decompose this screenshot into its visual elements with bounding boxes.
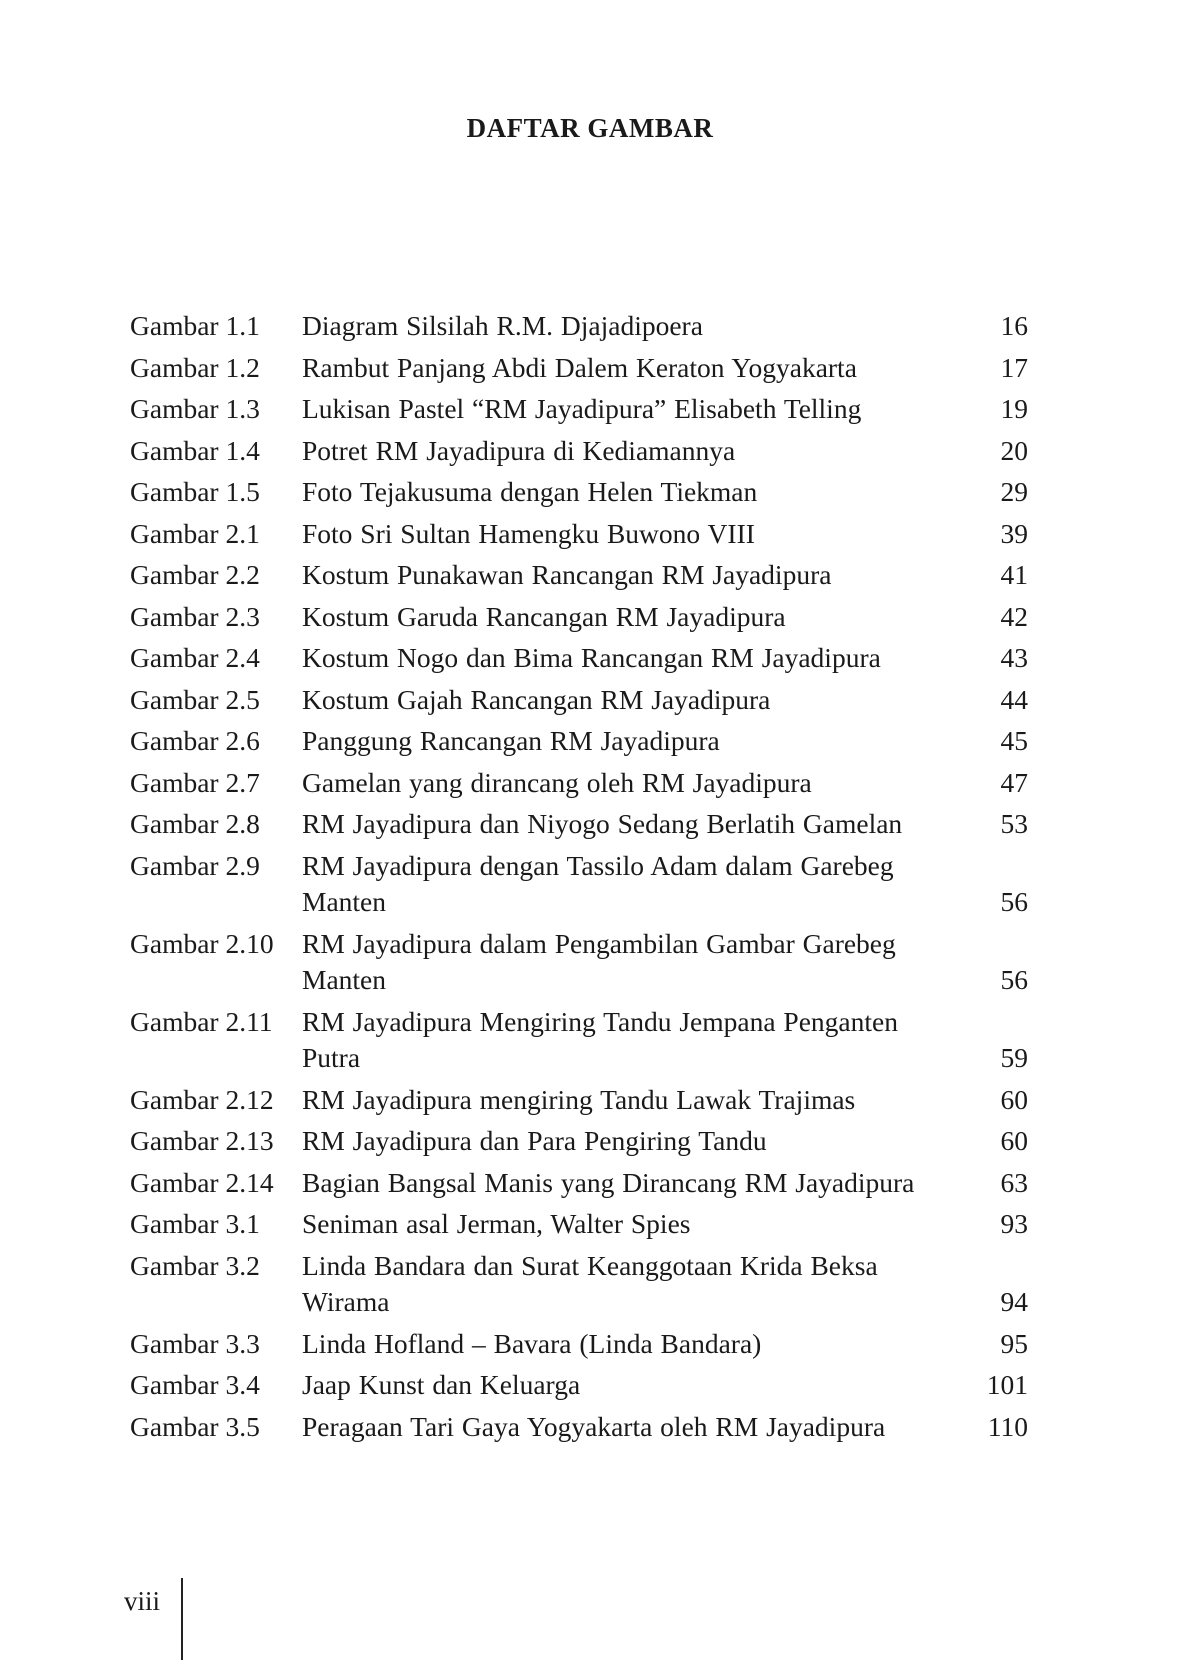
figure-page-number: 19 bbox=[1000, 393, 1028, 424]
list-item bbox=[130, 1082, 1028, 1119]
figure-caption: Diagram Silsilah R.M. Djajadipoera bbox=[302, 310, 703, 341]
figure-caption: Lukisan Pastel “RM Jayadipura” Elisabeth Telling bbox=[302, 393, 862, 424]
figure-caption: RM Jayadipura dalam Pengambilan Gambar Garebeg Manten bbox=[302, 927, 896, 995]
figure-caption: Peragaan Tari Gaya Yogyakarta oleh RM Jayadipura bbox=[302, 1410, 886, 1442]
figure-page-number: 29 bbox=[1000, 476, 1028, 507]
figure-caption: Panggung Rancangan RM Jayadipura bbox=[302, 725, 720, 756]
figure-page-number: 53 bbox=[1000, 808, 1028, 839]
figure-label: Gambar 3.2 bbox=[130, 1249, 260, 1281]
figure-page-number: 110 bbox=[987, 1410, 1028, 1442]
figure-page-number: 44 bbox=[1000, 683, 1028, 715]
figure-caption: Gamelan yang dirancang oleh RM Jayadipura bbox=[302, 766, 812, 798]
figure-page-number: 45 bbox=[1000, 725, 1028, 756]
list-item bbox=[130, 723, 1028, 760]
figure-label: Gambar 3.3 bbox=[130, 1327, 260, 1359]
footer-divider bbox=[181, 1578, 183, 1660]
figure-page-number: 60 bbox=[1000, 1125, 1028, 1156]
list-item bbox=[130, 1248, 1028, 1321]
figure-page-number: 59 bbox=[1000, 1042, 1028, 1073]
figure-page-number: 47 bbox=[1000, 766, 1028, 798]
figure-label: Gambar 2.1 bbox=[130, 517, 260, 549]
list-item bbox=[130, 516, 1028, 553]
figure-caption: RM Jayadipura dengan Tassilo Adam dalam Garebeg Manten bbox=[302, 849, 894, 917]
list-item bbox=[130, 1123, 1028, 1160]
figure-label: Gambar 2.10 bbox=[130, 927, 274, 959]
figure-page-number: 94 bbox=[1000, 1286, 1028, 1317]
list-item bbox=[130, 1206, 1028, 1243]
list-item bbox=[130, 474, 1028, 511]
list-item bbox=[130, 599, 1028, 636]
figure-label: Gambar 1.5 bbox=[130, 476, 260, 507]
figure-page-number: 42 bbox=[1000, 600, 1028, 632]
figure-page-number: 41 bbox=[1000, 559, 1028, 590]
figure-caption: RM Jayadipura Mengiring Tandu Jempana Penganten Putra bbox=[302, 1005, 898, 1073]
figure-label: Gambar 3.5 bbox=[130, 1410, 260, 1442]
list-item bbox=[130, 391, 1028, 428]
figure-page-number: 101 bbox=[986, 1369, 1028, 1400]
figure-caption: Jaap Kunst dan Keluarga bbox=[302, 1369, 581, 1400]
list-item bbox=[130, 640, 1028, 677]
figure-page-number: 93 bbox=[1000, 1208, 1028, 1239]
figure-page-number: 20 bbox=[1000, 434, 1028, 466]
figure-list bbox=[130, 308, 1028, 1450]
figure-label: Gambar 2.14 bbox=[130, 1166, 274, 1198]
figure-page-number: 60 bbox=[1000, 1083, 1028, 1115]
figure-caption: Potret RM Jayadipura di Kediamannya bbox=[302, 434, 736, 466]
figure-label: Gambar 1.2 bbox=[130, 351, 260, 383]
list-item bbox=[130, 308, 1028, 345]
figure-label: Gambar 1.3 bbox=[130, 393, 260, 424]
page-title: DAFTAR GAMBAR bbox=[466, 113, 714, 143]
figure-label: Gambar 2.13 bbox=[130, 1125, 274, 1156]
figure-page-number: 63 bbox=[1000, 1166, 1028, 1198]
list-item bbox=[130, 433, 1028, 470]
figure-label: Gambar 2.7 bbox=[130, 766, 260, 798]
list-item bbox=[130, 557, 1028, 594]
figure-label: Gambar 2.5 bbox=[130, 683, 260, 715]
list-item bbox=[130, 350, 1028, 387]
page-number: viii bbox=[124, 1586, 161, 1616]
figure-label: Gambar 2.11 bbox=[130, 1005, 273, 1037]
figure-caption: RM Jayadipura dan Para Pengiring Tandu bbox=[302, 1125, 767, 1156]
figure-label: Gambar 2.6 bbox=[130, 725, 260, 756]
figure-caption: Kostum Gajah Rancangan RM Jayadipura bbox=[302, 683, 771, 715]
figure-page-number: 56 bbox=[1000, 964, 1028, 995]
figure-label: Gambar 1.1 bbox=[130, 310, 260, 341]
figure-caption: Linda Hofland – Bavara (Linda Bandara) bbox=[302, 1327, 762, 1359]
list-item bbox=[130, 806, 1028, 843]
list-item bbox=[130, 765, 1028, 802]
figure-caption: RM Jayadipura dan Niyogo Sedang Berlatih Gamelan bbox=[302, 808, 903, 839]
figure-page-number: 39 bbox=[1000, 517, 1028, 549]
figure-label: Gambar 1.4 bbox=[130, 434, 260, 466]
list-item bbox=[130, 848, 1028, 921]
figure-caption: Seniman asal Jerman, Walter Spies bbox=[302, 1208, 691, 1239]
figure-label: Gambar 2.2 bbox=[130, 559, 260, 590]
list-item bbox=[130, 1004, 1028, 1077]
figure-caption: Bagian Bangsal Manis yang Dirancang RM Jayadipura bbox=[302, 1166, 915, 1198]
figure-label: Gambar 3.1 bbox=[130, 1208, 260, 1239]
figure-label: Gambar 2.8 bbox=[130, 808, 260, 839]
figure-caption: Linda Bandara dan Surat Keanggotaan Krida Beksa Wirama bbox=[302, 1249, 878, 1317]
list-item bbox=[130, 1326, 1028, 1363]
figure-caption: Kostum Garuda Rancangan RM Jayadipura bbox=[302, 600, 786, 632]
figure-caption: Kostum Punakawan Rancangan RM Jayadipura bbox=[302, 559, 832, 590]
figure-caption: Kostum Nogo dan Bima Rancangan RM Jayadipura bbox=[302, 642, 881, 673]
figure-label: Gambar 2.9 bbox=[130, 849, 260, 881]
figure-caption: Rambut Panjang Abdi Dalem Keraton Yogyakarta bbox=[302, 351, 857, 383]
figure-label: Gambar 2.4 bbox=[130, 642, 260, 673]
figure-page-number: 17 bbox=[1000, 351, 1028, 383]
figure-page-number: 43 bbox=[1000, 642, 1028, 673]
figure-caption: RM Jayadipura mengiring Tandu Lawak Trajimas bbox=[302, 1083, 856, 1115]
figure-caption: Foto Sri Sultan Hamengku Buwono VIII bbox=[302, 517, 755, 549]
list-item bbox=[130, 926, 1028, 999]
figure-page-number: 56 bbox=[1000, 886, 1028, 917]
figure-label: Gambar 2.3 bbox=[130, 600, 260, 632]
figure-page-number: 16 bbox=[1000, 310, 1028, 341]
figure-label: Gambar 2.12 bbox=[130, 1083, 274, 1115]
list-item bbox=[130, 1165, 1028, 1202]
figure-caption: Foto Tejakusuma dengan Helen Tiekman bbox=[302, 476, 758, 507]
figure-label: Gambar 3.4 bbox=[130, 1369, 260, 1400]
list-item bbox=[130, 1367, 1028, 1404]
list-item bbox=[130, 1409, 1028, 1446]
list-item bbox=[130, 682, 1028, 719]
figure-page-number: 95 bbox=[1000, 1327, 1028, 1359]
